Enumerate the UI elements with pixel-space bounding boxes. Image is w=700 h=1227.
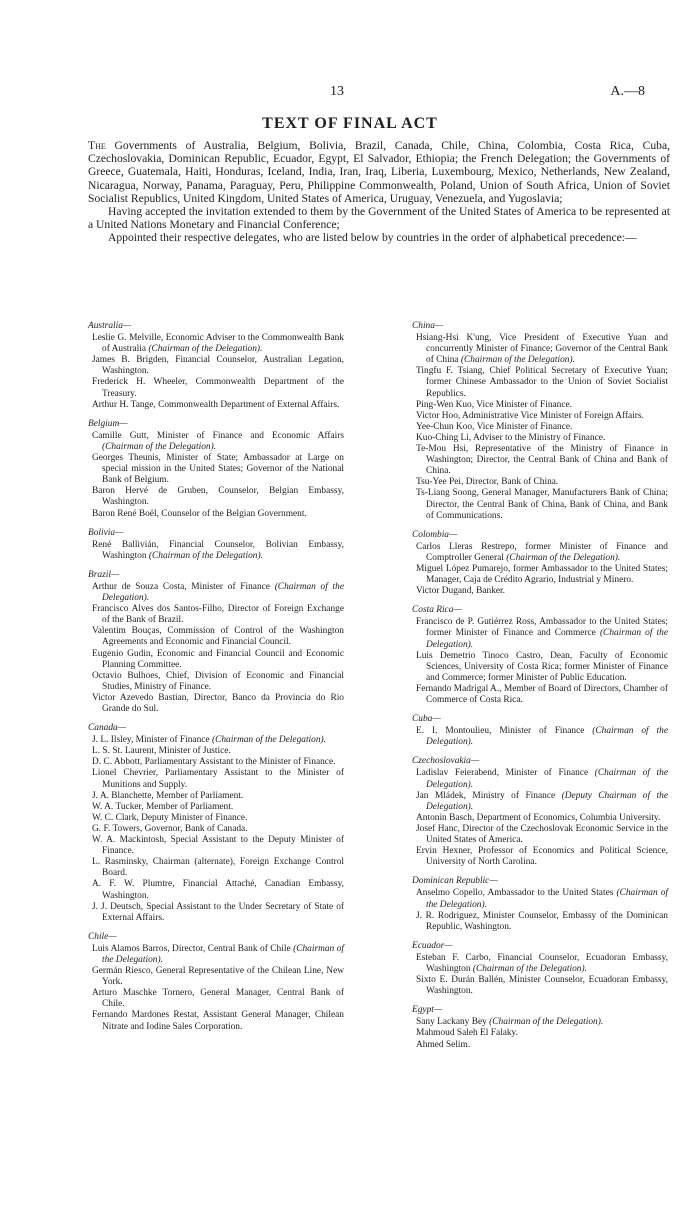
delegate-text: Te-Mou Hsi, Representative of the Ministry of Finance in Washington; Director, the Central Bank of China and Bank of China. [416, 444, 668, 477]
delegate-entry [88, 540, 344, 562]
delegate-entry [412, 617, 668, 650]
delegate-entry [412, 911, 668, 933]
country-group [412, 605, 668, 706]
delegate-entry [412, 846, 668, 868]
country-heading: Czechoslovakia— [412, 756, 480, 767]
country-heading: Cuba— [412, 714, 441, 725]
country-heading: Belgium— [88, 418, 128, 429]
delegate-entry [88, 902, 344, 924]
delegate-text: Victor Hoo, Administrative Vice Minister of Foreign Affairs. [416, 410, 644, 421]
delegate-role: (Chairman of the Delegation). [426, 888, 669, 910]
delegate-text: Tingfu F. Tsiang, Chief Political Secretary of Executive Yuan; former Chinese Ambassador to the Union of Soviet Socialist Republics. [416, 366, 668, 399]
delegate-entry [412, 444, 668, 477]
delegate-text: Victor Azevedo Bastian, Director, Banco da Provincia do Rio Grande do Sul. [92, 692, 344, 714]
delegate-entry [88, 582, 344, 604]
country-heading: Bolivia— [88, 527, 124, 538]
delegate-entry [88, 768, 344, 790]
delegate-text: Ervin Hexner, Professor of Economics and Political Science, University of North Carolina. [416, 846, 668, 868]
delegate-text: J. R. Rodriguez, Minister Counselor, Embassy of the Dominican Republic, Washington. [416, 910, 668, 932]
country-heading: Australia— [88, 321, 132, 331]
delegate-entry [88, 626, 344, 648]
delegate-text: Francisco Alves dos Santos-Filho, Director of Foreign Exchange of the Bank of Brazil. [92, 604, 344, 626]
delegate-entry [88, 355, 344, 377]
delegate-role: (Chairman of the Delegation). [102, 441, 217, 452]
delegate-role: (Chairman of the Delegation). [148, 550, 263, 561]
delegate-text: W. A. Tucker, Member of Parliament. [92, 801, 234, 812]
delegate-text: J. J. Deutsch, Special Assistant to the Under Secretary of State of External Affairs. [92, 901, 344, 923]
delegate-entry [412, 366, 668, 399]
delegate-entry [88, 824, 344, 835]
delegate-entry [412, 684, 668, 706]
delegate-entry [412, 791, 668, 813]
delegate-entry [88, 671, 344, 693]
delegate-entry [412, 768, 668, 790]
delegate-entry [88, 1010, 344, 1032]
delegate-text: Georges Theunis, Minister of State; Ambassador at Large on special mission in the United States; Governor of the National Bank of Belgium. [92, 453, 344, 486]
delegate-text: Lionel Chevrier, Parliamentary Assistant to the Minister of Munitions and Supply. [92, 768, 344, 790]
delegate-entry [88, 693, 344, 715]
intro-lead-word: The [88, 139, 106, 152]
country-group [88, 321, 344, 411]
delegate-entry [412, 726, 668, 748]
delegate-entry [88, 400, 344, 411]
country-group [412, 714, 668, 748]
delegate-role: (Chairman of the Delegation). [460, 355, 575, 366]
delegate-text: Fernando Madrigal A., Member of Board of Directors, Chamber of Commerce of Costa Rica. [416, 683, 668, 705]
delegate-text: L. Rasminsky, Chairman (alternate), Foreign Exchange Control Board. [92, 857, 344, 879]
delegate-text: L. S. St. Laurent, Minister of Justice. [92, 746, 231, 757]
intro-text [88, 139, 670, 245]
delegate-entry [412, 433, 668, 444]
delegate-entry [88, 857, 344, 879]
delegate-entry [88, 377, 344, 399]
delegate-text: René Ballivián, Financial Counselor, Bolivian Embassy, Washington [92, 539, 344, 561]
delegate-text: Miguel López Pumarejo, former Ambassador to the United States; Manager, Caja de Crédito Agrario, Industrial y Minero. [416, 563, 668, 586]
delegate-entry [412, 651, 668, 684]
delegate-entry [412, 1040, 668, 1051]
country-heading: Costa Rica— [412, 605, 462, 616]
delegate-text: Camille Gutt, Minister of Finance and Economic Affairs [92, 430, 344, 441]
delegate-text: Ladislav Feierabend, Minister of Finance [416, 768, 589, 779]
country-group [88, 419, 344, 520]
delegate-text: Germán Riesco, General Representative of the Chilean Line, New York. [92, 966, 344, 988]
country-group [412, 941, 668, 997]
delegate-entry [412, 975, 668, 997]
delegate-entry [412, 422, 668, 433]
delegate-text: Ahmed Selim. [416, 1039, 471, 1050]
country-heading: Chile— [88, 931, 117, 942]
delegate-text: Sany Lackany Bey [416, 1017, 487, 1028]
delegate-text: D. C. Abbott, Parliamentary Assistant to the Minister of Finance. [92, 757, 336, 768]
delegate-text: Josef Hanc, Director of the Czechoslovak Economic Service in the United States of America. [416, 823, 668, 846]
delegate-text: W. C. Clark, Deputy Minister of Finance. [92, 812, 248, 823]
delegate-entry [412, 542, 668, 564]
delegate-text: Tsu-Yee Pei, Director, Bank of China. [416, 477, 559, 488]
delegate-text: Octavio Bulhoes, Chief, Division of Economic and Financial Studies, Ministry of Finance. [92, 670, 344, 692]
delegate-text: Victor Dugand, Banker. [416, 586, 505, 597]
delegate-entry [412, 586, 668, 597]
delegate-role: (Chairman of the Delegation). [489, 1017, 604, 1028]
delegate-entry [88, 604, 344, 626]
delegate-entry [88, 431, 344, 453]
delegate-text: Arthur de Souza Costa, Minister of Finance [92, 581, 270, 592]
delegate-role: (Chairman of the Delegation). [211, 735, 327, 746]
delegate-entry [88, 879, 344, 901]
delegate-entry [412, 333, 668, 366]
page-title: TEXT OF FINAL ACT [262, 115, 438, 132]
delegate-entry [412, 1017, 668, 1028]
intro-paragraph-3: Appointed their respective delegates, who are listed below by countries in the order of alphabetical precedence:— [108, 231, 637, 245]
delegate-entry [88, 735, 344, 746]
delegate-entry [88, 757, 344, 768]
delegate-text: Mahmoud Saleh El Falaky. [416, 1028, 518, 1039]
delegates-right-column [412, 321, 668, 1051]
delegate-entry [88, 649, 344, 671]
delegate-text: Eugenio Gudin, Economic and Financial Council and Economic Planning Committee. [92, 648, 344, 670]
delegate-entry [412, 564, 668, 586]
delegate-role: (Chairman of the Delegation). [426, 726, 668, 748]
delegate-entry [412, 1028, 668, 1039]
delegate-role: (Chairman of the Delegation). [102, 943, 344, 965]
delegates-left-column [88, 321, 344, 1033]
delegate-text: J. A. Blanchette, Member of Parliament. [92, 790, 244, 801]
country-heading: Ecuador— [412, 940, 453, 951]
delegate-text: Carlos Lleras Restrepo, former Minister of Finance and Comptroller General [416, 541, 668, 563]
intro-paragraph-1 [88, 139, 670, 205]
delegate-text: A. F. W. Plumtre, Financial Attaché, Canadian Embassy, Washington. [92, 879, 344, 901]
delegate-entry [412, 953, 668, 975]
delegate-entry [88, 802, 344, 813]
delegate-entry [412, 888, 668, 910]
country-group [88, 528, 344, 562]
delegate-text: Arthur H. Tange, Commonwealth Department of External Affairs. [92, 399, 340, 410]
delegate-text: Baron Hervé de Gruben, Counselor, Belgian Embassy, Washington. [92, 486, 344, 508]
delegate-role: (Chairman of the Delegation). [506, 552, 621, 563]
delegate-text: Baron René Boël, Counselor of the Belgian Government. [92, 508, 307, 519]
country-group [412, 530, 668, 598]
delegate-entry [412, 813, 668, 824]
delegate-role: (Deputy Chairman of the Delegation). [426, 790, 669, 812]
country-heading: Egypt— [412, 1005, 443, 1016]
delegate-entry [88, 966, 344, 988]
delegate-text: James B. Brigden, Financial Counselor, Australian Legation, Washington. [92, 355, 344, 377]
delegate-text: E. I. Montoulieu, Minister of Finance [416, 726, 585, 737]
country-group [412, 876, 668, 932]
delegate-entry [412, 477, 668, 488]
delegate-entry [88, 486, 344, 508]
delegate-text: W. A. Mackintosh, Special Assistant to the Deputy Minister of Finance. [92, 835, 344, 857]
country-group [412, 756, 668, 868]
delegate-entry [412, 488, 668, 521]
delegate-text: Hsiang-Hsi K'ung, Vice President of Executive Yuan and concurrently Minister of Finance; Governor of the Central Bank of China [416, 333, 668, 366]
page-number: 13 [330, 84, 344, 99]
country-heading: Dominican Republic— [412, 876, 498, 887]
delegate-entry [88, 944, 344, 966]
delegate-entry [412, 411, 668, 422]
delegate-text: Antonin Basch, Department of Economics, Columbia University. [416, 812, 661, 823]
country-heading: Canada— [88, 723, 127, 734]
intro-paragraph-2: Having accepted the invitation extended to them by the Government of the United States of America to be represented at a United Nations Monetary and Financial Conference; [88, 205, 670, 232]
delegate-entry [88, 509, 344, 520]
delegate-entry [412, 824, 668, 846]
delegate-entry [412, 400, 668, 411]
delegate-entry [88, 746, 344, 757]
delegate-text: Ts-Liang Soong, General Manager, Manufacturers Bank of China; Director, the Central Bank of China, Bank of China, and Bank of Communications. [416, 488, 668, 521]
delegate-entry [88, 453, 344, 486]
document-reference: A.—8 [610, 84, 645, 99]
delegate-entry [88, 791, 344, 802]
delegate-role: (Chairman of the Delegation). [472, 963, 587, 974]
country-group [412, 321, 668, 522]
country-heading: Colombia— [412, 529, 458, 540]
delegate-text: Valentim Bouças, Commission of Control of the Washington Agreements and Economic and Financial Council. [92, 626, 344, 648]
delegate-entry [88, 333, 344, 355]
delegate-text: Kuo-Ching Li, Adviser to the Ministry of Finance. [416, 432, 606, 443]
delegate-text: Luis Demetrio Tinoco Castro, Dean, Faculty of Economic Sciences, University of Costa Rica; former Minister of Finance and Commerce; former Minister of Public Education. [416, 650, 668, 683]
country-group [88, 570, 344, 715]
delegate-text: J. L. Ilsley, Minister of Finance [92, 735, 210, 746]
delegate-role: (Chairman of the Delegation). [426, 768, 668, 790]
delegate-text: Leslie G. Melville, Economic Adviser to the Commonwealth Bank of Australia [92, 333, 344, 355]
country-group [412, 1005, 668, 1050]
country-heading: Brazil— [88, 569, 120, 580]
delegate-text: Francisco de P. Gutiérrez Ross, Ambassador to the United States; former Minister of Finance and Commerce [416, 617, 668, 639]
delegate-role: (Chairman of the Delegation). [426, 628, 668, 650]
delegate-text: Esteban F. Carbo, Financial Counselor, Ecuadoran Embassy, Washington [416, 952, 668, 974]
delegate-text: Fernando Mardones Restat, Assistant General Manager, Chilean Nitrate and Iodine Sales Corporation. [92, 1010, 344, 1032]
delegate-role: (Chairman of the Delegation). [148, 344, 263, 355]
delegate-text: Sixto E. Durán Ballén, Minister Counselor, Ecuadoran Embassy, Washington. [416, 975, 668, 997]
country-group [88, 932, 344, 1033]
delegate-role: (Chairman of the Delegation). [102, 581, 344, 604]
delegate-text: Anselmo Copello, Ambassador to the United States [416, 888, 614, 899]
intro-paragraph-1-text: Governments of Australia, Belgium, Bolivia, Brazil, Canada, Chile, China, Colombia, Costa Rica, Cuba, Czechoslovakia, Dominican Republic, Ecuador, Egypt, El Salvador, Ethiopia; the French Delegation; the Governments of Greece, Guatemala, Haiti, Honduras, Iceland, India, Iran, Iraq, Liberia, Luxembourg, Mexico, Netherlands, New Zealand, Nicaragua, Norway, Panama, Paraguay, Peru, Philippine Commonwealth, Poland, Union of South Africa, Union of Soviet Socialist Republics, United Kingdom, United States of America, Uruguay, Venezuela, and Yugoslavia; [88, 139, 670, 205]
delegate-text: Arturo Maschke Tornero, General Manager, Central Bank of Chile. [92, 988, 344, 1010]
delegate-text: Ping-Wen Kuo, Vice Minister of Finance. [416, 399, 573, 410]
delegate-entry [88, 988, 344, 1010]
delegate-text: Frederick H. Wheeler, Commonwealth Department of the Treasury. [92, 377, 344, 399]
delegate-text: Jan Mládek, Ministry of Finance [416, 790, 556, 801]
delegate-entry [88, 835, 344, 857]
country-heading: China— [412, 321, 444, 331]
delegate-text: G. F. Towers, Governor, Bank of Canada. [92, 823, 248, 834]
delegate-entry [88, 813, 344, 824]
delegate-text: Yee-Chun Koo, Vice Minister of Finance. [416, 421, 573, 432]
delegate-text: Luis Alamos Barros, Director, Central Bank of Chile [92, 943, 291, 954]
country-group [88, 723, 344, 924]
